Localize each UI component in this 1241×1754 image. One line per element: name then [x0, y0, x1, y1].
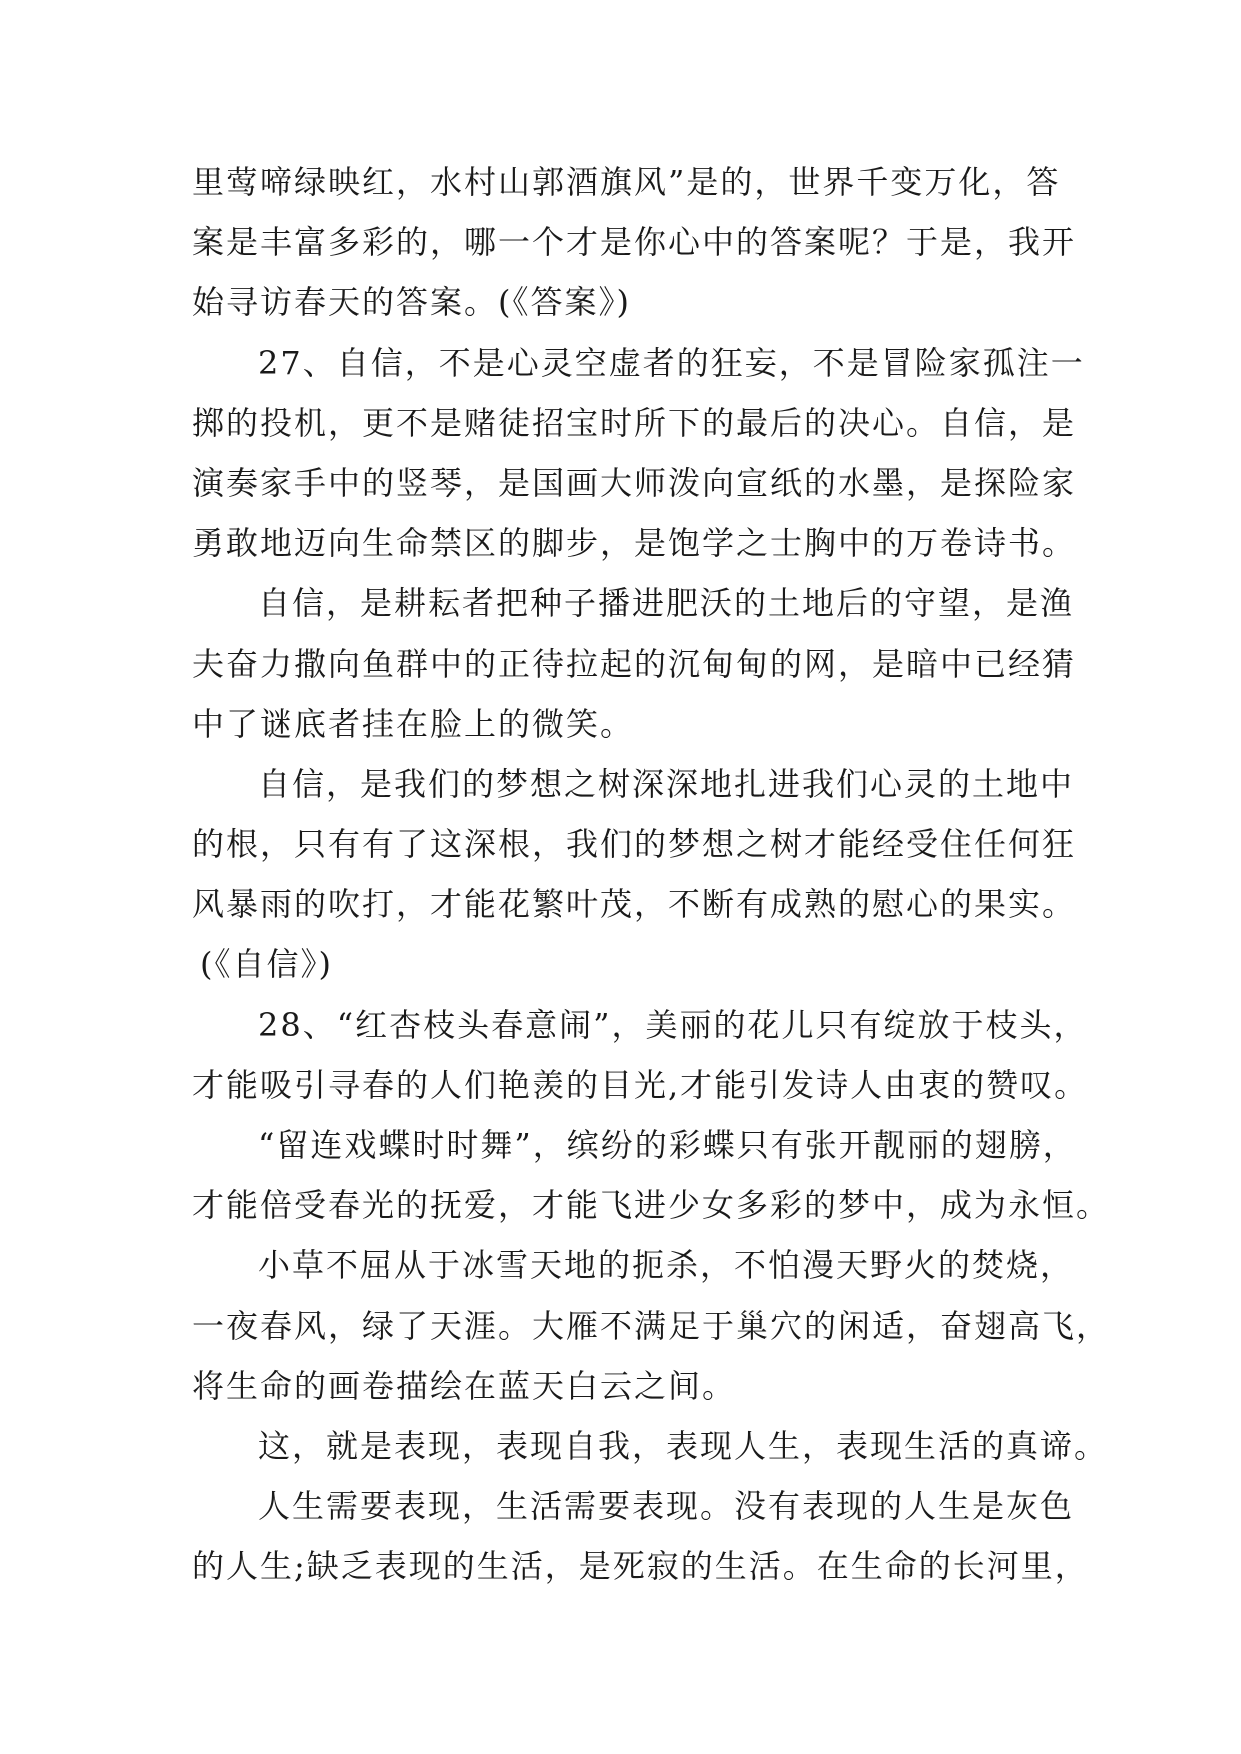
text-line: 夫奋力撒向鱼群中的正待拉起的沉甸甸的网，是暗中已经猜: [192, 644, 1077, 683]
paragraph-start-line: 27、自信，不是心灵空虚者的狂妄，不是冒险家孤注一: [258, 343, 1085, 382]
text-line: 的人生;缺乏表现的生活，是死寂的生活。在生命的长河里，: [192, 1547, 1089, 1586]
paragraph-start-line: 自信，是耕耘者把种子播进肥沃的土地后的守望，是渔: [258, 584, 1075, 623]
paragraph-start-line: 自信，是我们的梦想之树深深地扎进我们心灵的土地中: [258, 764, 1075, 803]
text-line: 才能吸引寻春的人们艳羡的目光,才能引发诗人由衷的赞叹。: [192, 1065, 1089, 1104]
text-line: 才能倍受春光的抚爱，才能飞进少女多彩的梦中，成为永恒。: [192, 1186, 1111, 1225]
text-line: 里莺啼绿映红，水村山郭酒旗风”是的，世界千变万化，答: [192, 163, 1061, 201]
text-line: 一夜春风，绿了天涯。大雁不满足于巢穴的闲适，奋翅高飞，: [192, 1306, 1111, 1345]
text-line: (《自信》): [200, 945, 333, 984]
text-line: 中了谜底者挂在脸上的微笑。: [192, 704, 635, 743]
text-line: 掷的投机，更不是赌徒招宝时所下的最后的决心。自信，是: [192, 403, 1077, 442]
text-line: 勇敢地迈向生命禁区的脚步，是饱学之士胸中的万卷诗书。: [192, 524, 1077, 563]
text-line: 始寻访春天的答案。(《答案》): [192, 283, 631, 322]
text-line: 风暴雨的吹打，才能花繁叶茂，不断有成熟的慰心的果实。: [192, 885, 1077, 924]
body-text: [192, 152, 1111, 1597]
paragraph-start-line: 小草不屈从于冰雪天地的扼杀，不怕漫天野火的焚烧，: [258, 1246, 1075, 1285]
text-line: 案是丰富多彩的，哪一个才是你心中的答案呢？于是，我开: [192, 223, 1077, 262]
text-line: 演奏家手中的竖琴，是国画大师泼向宣纸的水墨，是探险家: [192, 463, 1077, 502]
paragraph-start-line: 28、“红杏枝头春意闹”，美丽的花儿只有绽放于枝头，: [258, 1005, 1088, 1044]
paragraph-start-line: 这，就是表现，表现自我，表现人生，表现生活的真谛。: [258, 1426, 1109, 1465]
text-line: 的根，只有有了这深根，我们的梦想之树才能经受住任何狂: [192, 825, 1077, 864]
paragraph-start-line: 人生需要表现，生活需要表现。没有表现的人生是灰色: [258, 1487, 1075, 1526]
text-line: 将生命的画卷描绘在蓝天白云之间。: [192, 1366, 737, 1405]
paragraph-start-line: “留连戏蝶时时舞”，缤纷的彩蝶只有张开靓丽的翅膀，: [258, 1126, 1077, 1164]
